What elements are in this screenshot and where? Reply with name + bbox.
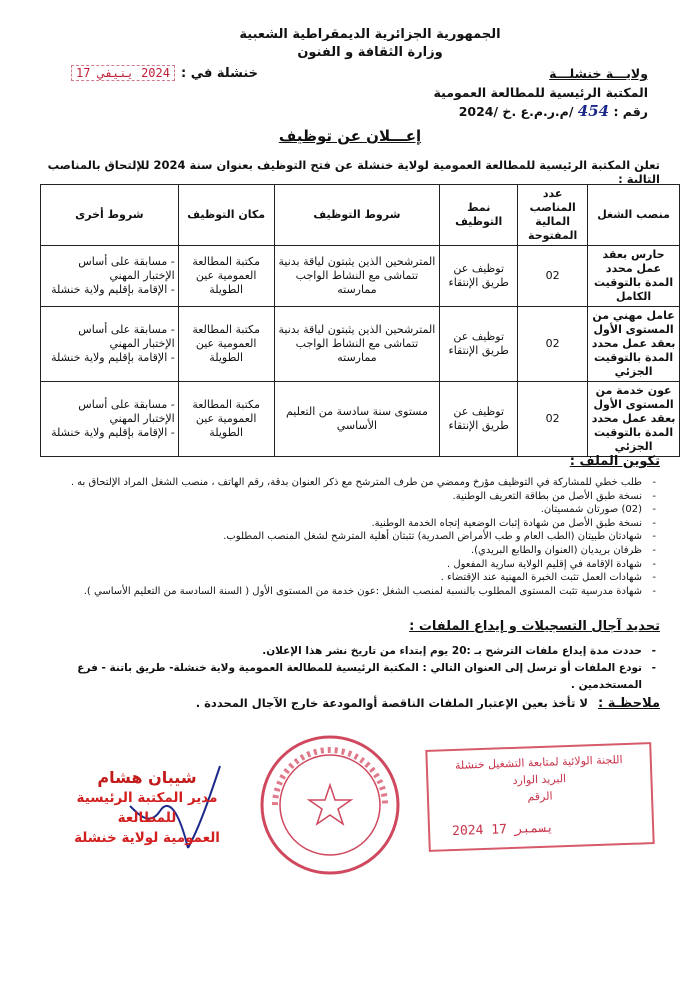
table-row: [41, 307, 680, 382]
cell-count: 02: [518, 307, 588, 382]
list-item: - حددت مدة إيداع ملفات الترشح بـ :20 يوم إبتداء من تاريخ نشر هذا الإعلان.: [22, 643, 642, 660]
stamp-ref-label: الرقم: [527, 789, 553, 804]
other-condition: - الإقامة بإقليم ولاية خنشلة: [51, 426, 175, 439]
cell-conditions: مستوى سنة سادسة من التعليم الأساسي: [274, 382, 440, 457]
list-item: - شهادات العمل تثبت الخبرة المهنية عند الإقتضاء .: [22, 571, 642, 585]
other-condition: - مسابقة على أساس الإختبار المهني: [78, 323, 175, 350]
deadline-section-title: تحديد آجال التسجيلات و إيداع الملفات :: [409, 619, 660, 634]
file-section-title: تكوين الملف :: [569, 454, 660, 469]
stamp-committee: اللجنة الولائية لمتابعة التشغيل خنشلة: [454, 753, 623, 772]
col-header-place: مكان التوظيف: [178, 185, 274, 246]
cell-count: 02: [518, 246, 588, 307]
cell-position: عون خدمة من المستوى الأول بعقد عمل محدد المدة بالتوقيت الجزئي: [588, 382, 680, 457]
cell-position: حارس بعقد عمل محدد المدة بالتوقيت الكامل: [588, 246, 680, 307]
republic-header: الجمهورية الجزائرية الديمقراطية الشعبية: [239, 27, 501, 42]
note-label: ملاحظـة :: [597, 696, 660, 711]
cell-place: مكتبة المطالعة العمومية عين الطويلة: [178, 382, 274, 457]
wilaya-name: ولايـــة خنشلـــة: [549, 66, 648, 81]
library-name: المكتبة الرئيسية للمطالعة العمومية: [433, 85, 648, 100]
ref-suffix: /م.ر.م.ع .خ /2024: [458, 104, 574, 119]
cell-conditions: المترشحين الذين يثبتون لياقة بدنية تتماشى مع النشاط الواجب ممارسته: [274, 246, 440, 307]
list-item: - نسخة طبق الأصل من بطاقة التعريف الوطنية.: [22, 490, 642, 504]
reference-line: [378, 102, 648, 121]
intro-text: تعلن المكتبة الرئيسية للمطالعة العمومية لولاية خنشلة عن فتح التوظيف بعنوان سنة 2024 للإلتحاق بالمناصب التالية :: [47, 158, 660, 186]
file-requirements-list: [22, 476, 656, 598]
list-item: - شهادة الإقامة في إقليم الولاية سارية المفعول .: [22, 558, 642, 572]
page-title: إعـــلان عن توظيف: [278, 127, 422, 145]
list-item: - نسخة طبق الأصل من شهادة إثبات الوضعية إتجاه الخدمة الوطنية.: [22, 517, 642, 531]
other-condition: - الإقامة بإقليم ولاية خنشلة: [51, 283, 175, 296]
signature-block: [52, 768, 242, 848]
stamp-incoming-mail: البريد الوارد: [512, 772, 567, 787]
list-item: - طلب خطي للمشاركة في التوظيف مؤرخ وممضي من طرف المترشح مع ذكر العنوان بدقة، رقم الهاتف ، منصب الشغل المراد الإلتحاق به .: [22, 476, 642, 490]
official-seal-icon: [255, 730, 405, 880]
cell-other: [41, 246, 179, 307]
note-text: لا تأخذ بعين الإعتبار الملفات الناقصة أوالمودعة خارج الآجال المحددة .: [195, 696, 588, 710]
cell-position: عامل مهني من المستوى الأول بعقد عمل محدد المدة بالتوقيت الجزئي: [588, 307, 680, 382]
stamp-date: 2024 يسمبر 17: [451, 820, 555, 840]
table-row: [41, 382, 680, 457]
ref-prefix: رقم :: [613, 104, 648, 119]
cell-other: [41, 307, 179, 382]
other-condition: - مسابقة على أساس الإختبار المهني: [78, 398, 175, 425]
cell-count: 02: [518, 382, 588, 457]
col-header-count: عدد المناصب المالية المفتوحة: [518, 185, 588, 246]
jobs-table: [40, 184, 680, 457]
col-header-position: منصب الشغل: [588, 185, 680, 246]
date-stamp: 2024 ينيفي 17: [71, 65, 175, 81]
other-condition: - مسابقة على أساس الإختبار المهني: [78, 255, 175, 282]
cell-mode: توظيف عن طريق الإنتقاء: [440, 246, 518, 307]
issuer-block: [378, 64, 648, 121]
list-item: - شهادة مدرسية تثبت المستوى المطلوب بالنسبة لمنصب الشغل :عون خدمة من المستوى الأول ( السنة السادسة من التعليم الأساسي ).: [22, 585, 642, 599]
reception-stamp: [425, 742, 654, 852]
date-block: [36, 62, 258, 84]
list-item: - تودع الملفات أو ترسل إلى العنوان التالي : المكتبة الرئيسية للمطالعة العمومية ولاية خنشلة- طريق باتنة - فرع المستخدمين .: [22, 660, 642, 694]
list-item: - شهادتان طبيتان (الطب العام و طب الأمراض الصدرية) تثبتان أهلية المترشح لشغل المنصب المطلوب.: [22, 530, 642, 544]
date-label: خنشلة في :: [180, 65, 258, 81]
cell-other: [41, 382, 179, 457]
list-item: - (02) صورتان شمسيتان.: [22, 503, 642, 517]
signatory-title: العمومية لولاية خنشلة: [74, 830, 220, 846]
table-header-row: [41, 185, 680, 246]
list-item: - ظرفان بريديان (العنوان والطابع البريدي).: [22, 544, 642, 558]
col-header-other: شروط أخرى: [41, 185, 179, 246]
cell-place: مكتبة المطالعة العمومية عين الطويلة: [178, 246, 274, 307]
signatory-title: مدير المكتبة الرئيسية للمطالعة: [76, 790, 218, 826]
note: [30, 696, 660, 711]
deadline-list: [22, 643, 656, 694]
signatory-name: شيبان هشام: [97, 768, 197, 787]
col-header-conditions: شروط التوظيف: [274, 185, 440, 246]
other-condition: - الإقامة بإقليم ولاية خنشلة: [51, 351, 175, 364]
cell-mode: توظيف عن طريق الإنتقاء: [440, 307, 518, 382]
table-row: [41, 246, 680, 307]
cell-mode: توظيف عن طريق الإنتقاء: [440, 382, 518, 457]
ministry-header: وزارة الثقافة و الفنون: [297, 45, 443, 60]
cell-conditions: المترشحين الذين يثبتون لياقة بدنية تتماشى مع النشاط الواجب ممارسته: [274, 307, 440, 382]
col-header-mode: نمط التوظيف: [440, 185, 518, 246]
cell-place: مكتبة المطالعة العمومية عين الطويلة: [178, 307, 274, 382]
ref-number: 454: [577, 102, 610, 120]
